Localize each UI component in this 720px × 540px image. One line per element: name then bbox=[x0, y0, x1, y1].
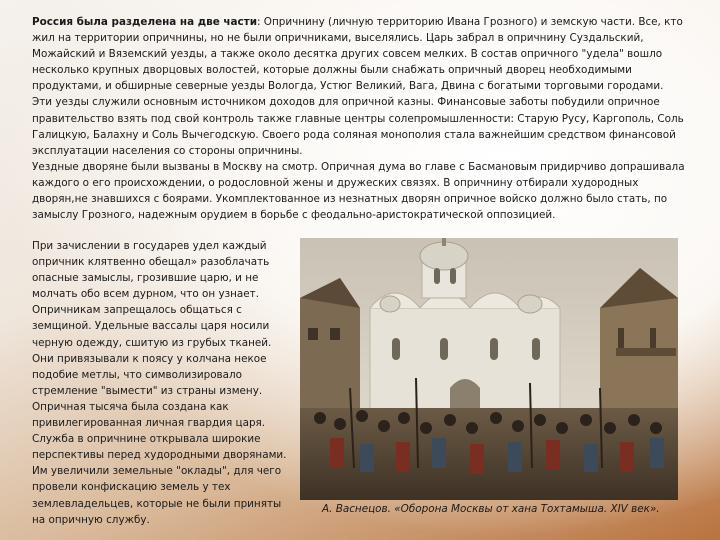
paragraph-3: Уездные дворяне были вызваны в Москву на смотр. Опричная дума во главе с Басмановым придирчиво допрашивала каждого о его происхождении, о родословной жены и дружеских связях. В опричнину отбирали худородных дворян,не знавшихся с боярами. Укомплектованное из незнатных дворян опричное войско должно было стать, по замыслу Грозного, надежным орудием в борьбе с феодально-аристократической оппозицией. bbox=[32, 160, 685, 222]
paragraph-2: Эти уезды служили основным источником доходов для опричной казны. Финансовые заботы побудили опричное правительство взять под свой контроль также главные центры солепромышленности: Старую Русу, Каргополь, Соль Галицкую, Балахну и Соль Вычегодскую. Своего рода соляная монополия стала важнейшим средством финансовой эксплуатации населения со стороны опричнины. bbox=[32, 96, 684, 157]
cathedral-painting-icon bbox=[300, 238, 678, 500]
side-paragraph-2: Опричная тысяча была создана как привилегированная личная гвардия царя. Служба в опричнине открывала широкие перспективы перед худородными дворянами. Им увеличили земельные "оклады", для чего провели конфискацию земель у тех землевладельцев, которые не были приняты на опричную службу. bbox=[32, 400, 287, 526]
side-paragraph-1: При зачислении в государев удел каждый опричник клятвенно обещал» разоблачать опасные замыслы, грозившие царю, и не молчать обо всем дурном, что он узнает. Опричникам запрещалось общаться с земщиной. Удельные вассалы царя носили черную одежду, сшитую из грубых тканей. Они привязывали к поясу у колчана некое подобие метлы, что символизировало стремление "вымести" из страны измену. bbox=[32, 240, 272, 397]
main-text bbox=[32, 14, 694, 223]
painting-caption: А. Васнецов. «Оборона Москвы от хана Тохтамыша. XIV век». bbox=[322, 503, 660, 515]
side-text bbox=[32, 238, 294, 528]
paragraph-1-body: : Опричнину (личную территорию Ивана Грозного) и земскую части. Все, кто жил на территории опричнины, но не были опричниками, выселялись. Царь забрал в опричнину Суздальский, Можайский и Вяземский уезды, а также около десятка других совсем мелких. В состав опричного "удела" вошло несколько крупных дворцовых волостей, которые должны были снабжать опричный дворец необходимыми продуктами, и обширные северные уезды Вологда, Устюг Великий, Вага, Двина с богатыми торговыми городами. bbox=[32, 16, 683, 93]
painting-image bbox=[300, 238, 678, 500]
paragraph-1-lead: Россия была разделена на две части bbox=[32, 16, 257, 28]
paragraph-1 bbox=[32, 14, 694, 94]
